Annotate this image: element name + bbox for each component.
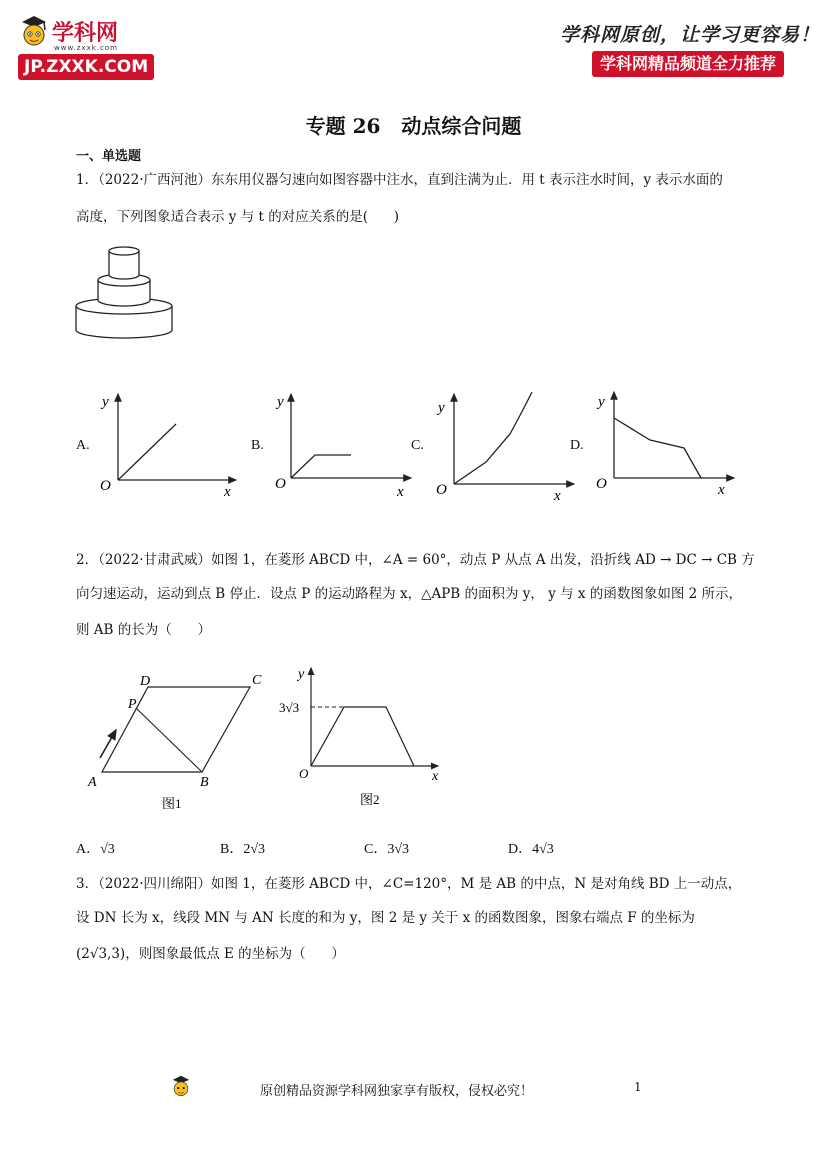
q2-figure-1 xyxy=(84,668,274,814)
logo[interactable] xyxy=(18,14,158,80)
header-recommend-banner[interactable]: 学科网精品频道全力推荐 xyxy=(592,51,784,77)
q1c-x-label: x xyxy=(554,488,561,504)
q2-figure-2 xyxy=(278,662,448,812)
footer-copyright: 原创精品资源学科网独家享有版权，侵权必究！ xyxy=(260,1084,534,1099)
q1d-y-label: y xyxy=(598,394,605,410)
logo-url: www.zxxk.com xyxy=(54,44,118,52)
q2-line3: 则 AB 的长为（ ） xyxy=(76,622,211,638)
q2-fig1-label-d: D xyxy=(140,674,151,689)
q1d-x-label: x xyxy=(718,482,725,498)
q2-fig2-origin: O xyxy=(299,766,309,781)
q1a-y-label: y xyxy=(102,394,109,410)
page-title: 专题 26 动点综合问题 xyxy=(305,114,522,138)
page-number: 1 xyxy=(634,1080,642,1094)
q2-option-d[interactable]: D．4√3 xyxy=(508,842,554,857)
q1b-x-label: x xyxy=(397,484,404,500)
q2-fig2-caption: 图2 xyxy=(360,792,380,807)
q1-line2: 高度，下列图象适合表示 y 与 t 的对应关系的是( ) xyxy=(76,209,399,225)
q2-line2: 向匀速运动，运动到点 B 停止．设点 P 的运动路程为 x，△APB 的面积为 y， y 与 x 的函数图象如图 2 所示， xyxy=(76,586,742,602)
q2-fig1-label-b: B xyxy=(200,775,209,790)
q3-line1: 3．（2022·四川绵阳）如图 1，在菱形 ABCD 中，∠C=120°，M 是 AB 的中点，N 是对角线 BD 上一动点， xyxy=(76,876,742,892)
q2-option-c[interactable]: C．3√3 xyxy=(364,842,410,857)
q2-fig2-y-label: y xyxy=(298,667,305,682)
q1b-origin-label: O xyxy=(275,476,286,492)
q1-option-d-label[interactable]: D. xyxy=(570,438,584,453)
q1c-origin-label: O xyxy=(436,482,447,498)
q1-option-b-label[interactable]: B. xyxy=(251,438,264,453)
q1a-origin-label: O xyxy=(100,478,111,494)
q3-line2: 设 DN 长为 x，线段 MN 与 AN 长度的和为 y，图 2 是 y 关于 x 的函数图象，图象右端点 F 的坐标为 xyxy=(76,910,695,926)
mascot-icon xyxy=(18,14,50,48)
q2-fig2-x-label: x xyxy=(432,769,439,784)
q1-graph-a[interactable] xyxy=(96,390,246,502)
q2-line1: 2．（2022·甘肃武威）如图 1，在菱形 ABCD 中，∠A = 60°，动点 P 从点 A 出发，沿折线 AD → DC → CB 方 xyxy=(76,552,755,568)
header-slogan: 学科网原创，让学习更容易！ xyxy=(560,24,821,46)
q1-graph-c[interactable] xyxy=(434,388,584,504)
q1-graph-d[interactable] xyxy=(594,388,744,500)
logo-text: 学科网 xyxy=(52,21,119,46)
q2-option-b[interactable]: B．2√3 xyxy=(220,842,266,857)
q3-line3: (2√3,3)，则图象最低点 E 的坐标为（ ） xyxy=(76,946,345,962)
q2-option-a[interactable]: A．√3 xyxy=(76,842,115,857)
q2-fig2-y-value: 3√3 xyxy=(279,700,300,715)
q1b-y-label: y xyxy=(277,394,284,410)
q1-option-a-label[interactable]: A. xyxy=(76,438,90,453)
q2-fig1-caption: 图1 xyxy=(162,796,182,811)
container-figure xyxy=(72,244,176,342)
q1c-y-label: y xyxy=(438,400,445,416)
section-heading: 一、单选题 xyxy=(76,149,142,164)
footer-mascot-icon xyxy=(170,1074,192,1098)
q2-fig1-label-a: A xyxy=(88,775,97,790)
q2-fig1-label-c: C xyxy=(252,673,262,688)
logo-banner[interactable]: JP.ZXXK.COM xyxy=(18,54,154,80)
q1-graph-b[interactable] xyxy=(271,390,421,502)
q1a-x-label: x xyxy=(224,484,231,500)
q1d-origin-label: O xyxy=(596,476,607,492)
q1-line1: 1．（2022·广西河池）东东用仪器匀速向如图容器中注水，直到注满为止．用 t 表示注水时间，y 表示水面的 xyxy=(76,172,723,188)
q2-fig1-label-p: P xyxy=(128,697,137,712)
q1-option-c-label[interactable]: C. xyxy=(411,438,424,453)
